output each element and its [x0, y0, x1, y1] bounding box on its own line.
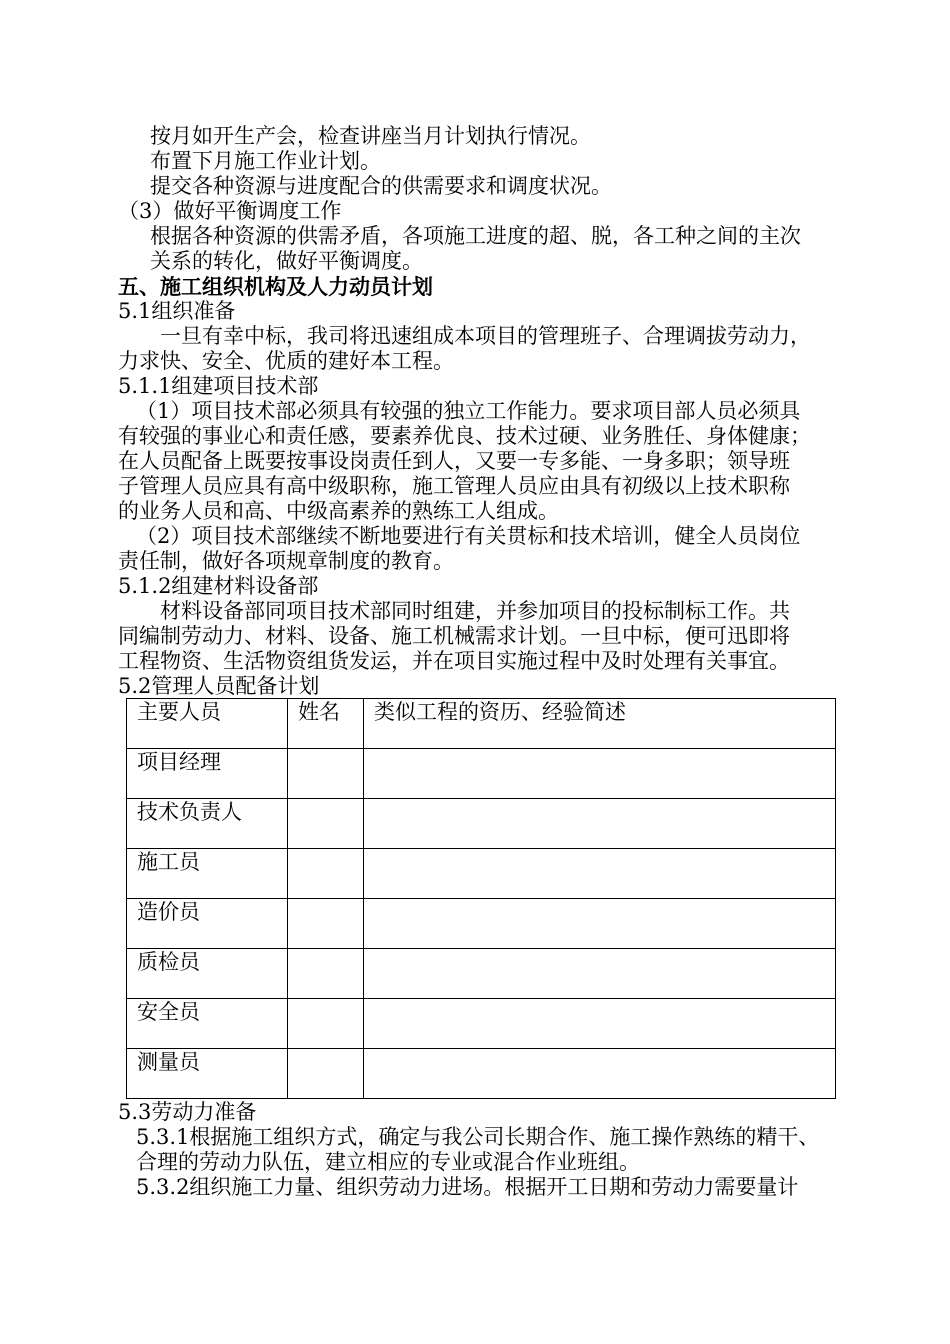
paragraph-line: 责任制，做好各项规章制度的教育。 [118, 549, 454, 573]
subsection-heading: 5.2管理人员配备计划 [118, 674, 320, 698]
table-cell-name [288, 799, 364, 849]
table-cell-experience [364, 849, 836, 899]
paragraph-line: 在人员配备上既要按事设岗责任到人，又要一专多能、一身多职；领导班 [118, 449, 790, 473]
paragraph-line: （2）项目技术部继续不断地要进行有关贯标和技术培训，健全人员岗位 [136, 524, 801, 548]
paragraph-line: （1）项目技术部必须具有较强的独立工作能力。要求项目部人员必须具 [136, 399, 801, 423]
paragraph-line: 合理的劳动力队伍，建立相应的专业或混合作业班组。 [136, 1150, 640, 1174]
table-cell-name [288, 749, 364, 799]
table-cell-name [288, 999, 364, 1049]
paragraph-line: （3）做好平衡调度工作 [118, 199, 342, 223]
table-cell-name [288, 1049, 364, 1099]
table-cell-role: 施工员 [127, 849, 288, 899]
table-header-cell: 姓名 [288, 699, 364, 749]
paragraph-line: 关系的转化，做好平衡调度。 [150, 249, 423, 273]
table-row [127, 1049, 836, 1099]
table-cell-name [288, 949, 364, 999]
table-cell-name [288, 849, 364, 899]
section-heading: 五、施工组织机构及人力动员计划 [118, 274, 433, 299]
table-cell-experience [364, 749, 836, 799]
subsection-heading: 5.1.2组建材料设备部 [118, 574, 319, 598]
table-cell-name [288, 899, 364, 949]
table-cell-experience [364, 899, 836, 949]
table-cell-role: 项目经理 [127, 749, 288, 799]
table-cell-role: 测量员 [127, 1049, 288, 1099]
table-cell-role: 造价员 [127, 899, 288, 949]
table-row [127, 799, 836, 849]
paragraph-line: 布置下月施工作业计划。 [150, 149, 381, 173]
table-row [127, 899, 836, 949]
paragraph-line: 同编制劳动力、材料、设备、施工机械需求计划。一旦中标，便可迅即将 [118, 624, 790, 648]
paragraph-line: 5.3.1根据施工组织方式，确定与我公司长期合作、施工操作熟练的精干、 [136, 1125, 820, 1149]
table-header-cell: 类似工程的资历、经验简述 [364, 699, 836, 749]
paragraph-line: 工程物资、生活物资组货发运，并在项目实施过程中及时处理有关事宜。 [118, 649, 790, 673]
staffing-table [126, 698, 836, 1099]
table-row [127, 949, 836, 999]
paragraph-line: 一旦有幸中标，我司将迅速组成本项目的管理班子、合理调拔劳动力， [160, 324, 811, 348]
table-cell-role: 技术负责人 [127, 799, 288, 849]
table-cell-experience [364, 1049, 836, 1099]
paragraph-line: 按月如开生产会，检查讲座当月计划执行情况。 [150, 124, 591, 148]
paragraph-line: 根据各种资源的供需矛盾，各项施工进度的超、脱，各工种之间的主次 [150, 224, 801, 248]
table-header-row [127, 699, 836, 749]
subsection-heading: 5.3劳动力准备 [118, 1100, 257, 1124]
paragraph-line: 子管理人员应具有高中级职称，施工管理人员应由具有初级以上技术职称 [118, 474, 790, 498]
paragraph-line: 的业务人员和高、中级高素养的熟练工人组成。 [118, 499, 559, 523]
table-row [127, 849, 836, 899]
subsection-heading: 5.1组织准备 [118, 299, 236, 323]
table-row [127, 749, 836, 799]
paragraph-line: 提交各种资源与进度配合的供需要求和调度状况。 [150, 174, 612, 198]
paragraph-line: 有较强的事业心和责任感，要素养优良、技术过硬、业务胜任、身体健康； [118, 424, 811, 448]
table-cell-role: 安全员 [127, 999, 288, 1049]
table-header-cell: 主要人员 [127, 699, 288, 749]
paragraph-line: 5.3.2组织施工力量、组织劳动力进场。根据开工日期和劳动力需要量计 [136, 1175, 799, 1199]
table-cell-experience [364, 999, 836, 1049]
paragraph-line: 力求快、安全、优质的建好本工程。 [118, 349, 454, 373]
table-cell-role: 质检员 [127, 949, 288, 999]
paragraph-line: 材料设备部同项目技术部同时组建，并参加项目的投标制标工作。共 [160, 599, 790, 623]
subsection-heading: 5.1.1组建项目技术部 [118, 374, 319, 398]
table-cell-experience [364, 799, 836, 849]
table-row [127, 999, 836, 1049]
table-cell-experience [364, 949, 836, 999]
